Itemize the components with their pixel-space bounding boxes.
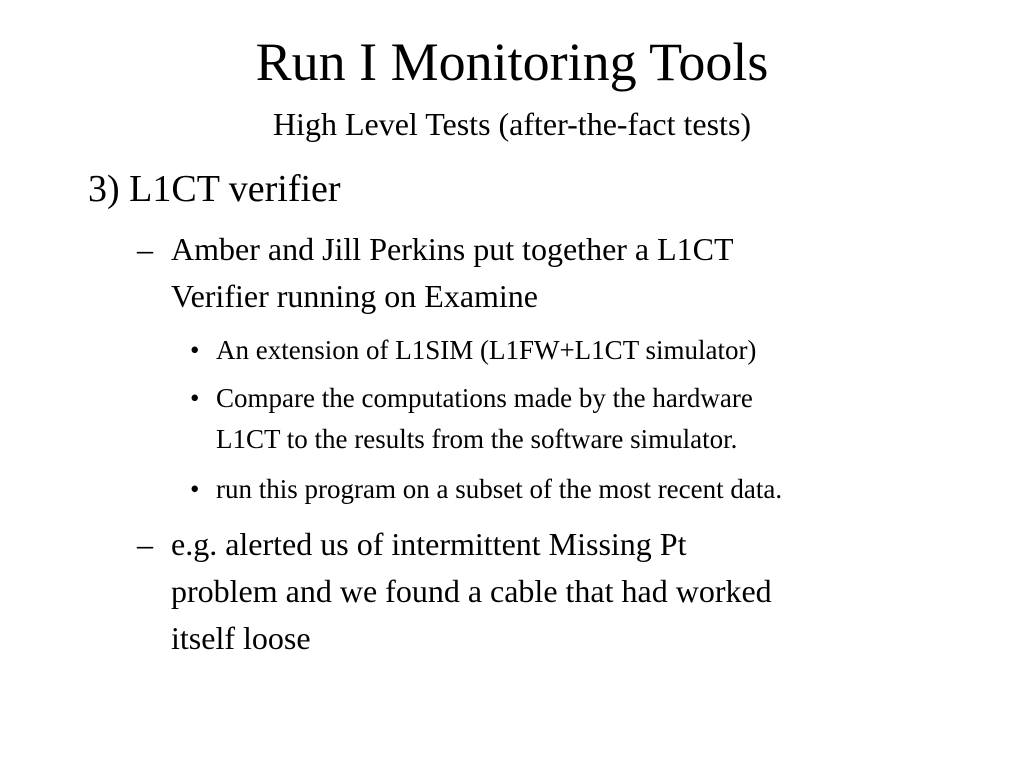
sub-list-item-line: Compare the computations made by the hardware — [216, 383, 753, 413]
dot-bullet: • — [190, 383, 200, 413]
sub-list-item — [190, 469, 970, 510]
dash-bullet: – — [137, 526, 153, 562]
list-item-line: Amber and Jill Perkins put together a L1CT — [171, 231, 734, 267]
sub-list-item-line: An extension of L1SIM (L1FW+L1CT simulator) — [216, 335, 757, 365]
slide-subtitle: High Level Tests (after-the-fact tests) — [272, 106, 752, 142]
list-item-line: Verifier running on Examine — [171, 278, 538, 314]
dot-bullet: • — [190, 335, 200, 365]
list-item — [137, 226, 937, 320]
dot-bullet: • — [190, 474, 200, 504]
section-heading: 3) L1CT verifier — [88, 168, 341, 210]
sub-list-item-line: L1CT to the results from the software simulator. — [216, 424, 738, 454]
dash-bullet: – — [137, 231, 153, 267]
list-item-line: itself loose — [171, 620, 311, 656]
list-item-line: problem and we found a cable that had worked — [171, 573, 772, 609]
sub-list-item — [190, 330, 970, 371]
sub-list-item-line: run this program on a subset of the most recent data. — [216, 474, 783, 504]
list-item — [137, 521, 937, 662]
sub-list-item — [190, 378, 970, 460]
slide-title: Run I Monitoring Tools — [255, 32, 769, 92]
list-item-line: e.g. alerted us of intermittent Missing Pt — [171, 526, 687, 562]
